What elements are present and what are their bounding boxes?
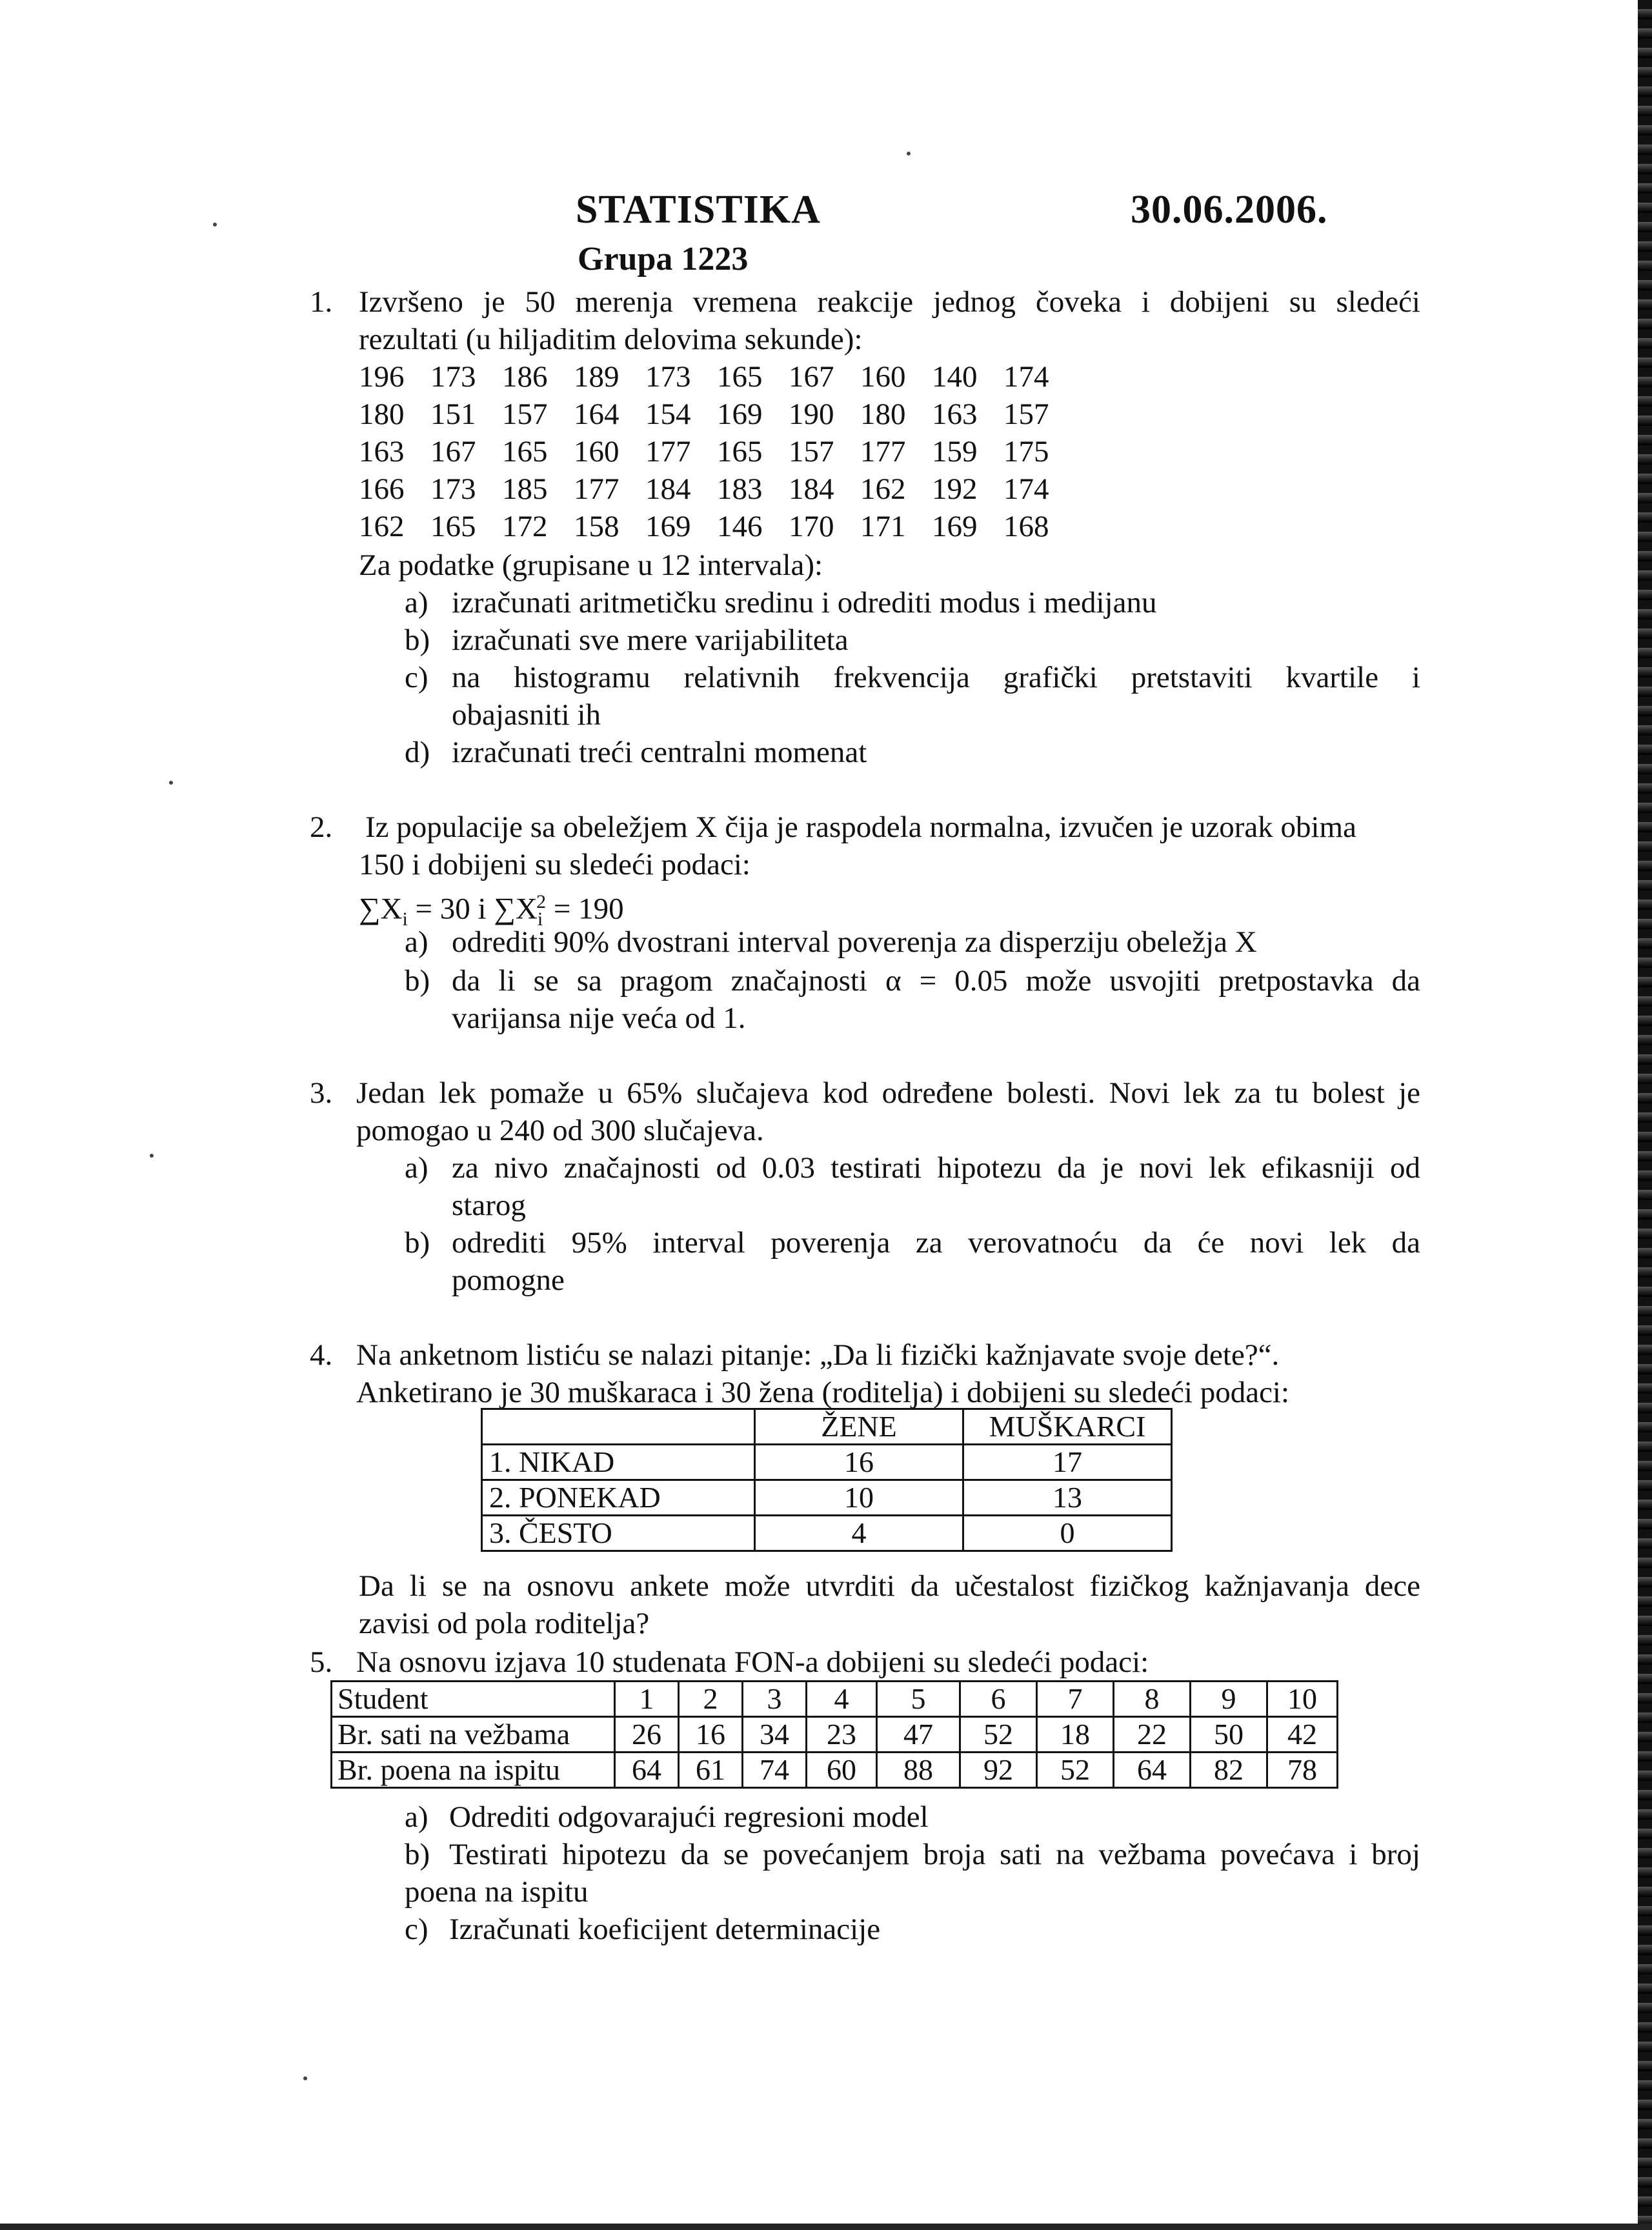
table-row (332, 1682, 1338, 1717)
item-text: na histogramu relativnih frekvencija grafički pretstaviti kvartile i (452, 661, 1420, 694)
question-number: 1. (310, 285, 333, 319)
item-label: d) (405, 736, 430, 769)
question-text: Iz populacije sa obeležjem X čija je raspodela normalna, izvučen je uzorak obima (365, 810, 1356, 844)
question-text: Na osnovu izjava 10 studenata FON-a dobijeni su sledeći podaci: (356, 1645, 1149, 1679)
table-cell: 64 (1114, 1753, 1191, 1788)
table-cell: 50 (1191, 1717, 1267, 1753)
question-number: 3. (310, 1076, 333, 1110)
question-intro: Za podatke (grupisane u 12 intervala): (359, 548, 823, 582)
item-text: Izračunati koeficijent determinacije (449, 1913, 881, 1946)
item-text: odrediti 95% interval poverenja za verovatnoću da će novi lek da (452, 1226, 1420, 1260)
item-text: za nivo značajnosti od 0.03 testirati hipotezu da je novi lek efikasniji od (452, 1151, 1420, 1185)
scan-speck (907, 152, 911, 156)
survey-table (481, 1408, 1173, 1552)
question-text: Na anketnom listiću se nalazi pitanje: „Da li fizički kažnjavate svoje dete?“. (356, 1338, 1280, 1372)
table-cell: Br. sati na vežbama (332, 1717, 615, 1753)
item-label: c) (405, 661, 428, 694)
item-label: a) (405, 1151, 428, 1185)
table-cell: 6 (960, 1682, 1037, 1717)
formula: $\sum X_i = 30$ i $\sum X_i^2 = 190$ (359, 891, 624, 930)
item-label: c) (405, 1913, 428, 1946)
scan-edge-bottom (0, 2224, 1652, 2230)
data-row: 162 165 172 158 169 146 170 171 169 168 (359, 510, 1049, 543)
item-label: b) (405, 623, 430, 657)
table-cell: 34 (743, 1717, 807, 1753)
page-title: STATISTIKA (576, 188, 821, 232)
table-header-row (482, 1409, 1172, 1445)
table-cell: 2. PONEKAD (482, 1480, 755, 1516)
item-label: a) (405, 1800, 428, 1834)
table-row (332, 1717, 1338, 1753)
table-cell: 64 (615, 1753, 679, 1788)
scan-speck (213, 223, 217, 226)
table-cell: 4 (807, 1682, 877, 1717)
table-row (482, 1445, 1172, 1480)
table-cell: 8 (1114, 1682, 1191, 1717)
item-text-cont: varijansa nije veća od 1. (452, 1001, 746, 1035)
data-row: 163 167 165 160 177 165 157 177 159 175 (359, 435, 1049, 468)
question-number: 5. (310, 1645, 333, 1679)
item-label: a) (405, 586, 428, 619)
table-cell: 13 (963, 1480, 1172, 1516)
table-cell: 18 (1037, 1717, 1114, 1753)
table-cell: 78 (1267, 1753, 1338, 1788)
table-row (482, 1480, 1172, 1516)
scan-edge-right (1638, 0, 1652, 2230)
table-cell: 1 (615, 1682, 679, 1717)
table-cell: 52 (1037, 1753, 1114, 1788)
item-text: Testirati hipotezu da se povećanjem broja sati na vežbama povećava i broj (449, 1838, 1420, 1871)
table-cell: 3. ČESTO (482, 1516, 755, 1551)
item-text-cont: poena na ispitu (405, 1875, 589, 1909)
table-cell: 3 (743, 1682, 807, 1717)
table-cell: 7 (1037, 1682, 1114, 1717)
table-cell: 26 (615, 1717, 679, 1753)
table-cell: 82 (1191, 1753, 1267, 1788)
scan-speck (169, 781, 173, 785)
question-number: 4. (310, 1338, 333, 1372)
item-label: b) (405, 1226, 430, 1260)
table-cell: 42 (1267, 1717, 1338, 1753)
table-cell: 4 (755, 1516, 963, 1551)
item-text: odrediti 90% dvostrani interval poverenja za disperziju obeležja X (452, 925, 1257, 959)
item-text: izračunati sve mere varijabiliteta (452, 623, 849, 657)
question-text: zavisi od pola roditelja? (359, 1607, 650, 1640)
scan-speck (150, 1154, 154, 1158)
table-row (332, 1753, 1338, 1788)
data-row: 166 173 185 177 184 183 184 162 192 174 (359, 472, 1049, 506)
item-text: Odrediti odgovarajući regresioni model (449, 1800, 929, 1834)
question-text: Anketirano je 30 muškaraca i 30 žena (roditelja) i dobijeni su sledeći podaci: (356, 1376, 1290, 1409)
table-cell: 16 (755, 1445, 963, 1480)
table-cell: 0 (963, 1516, 1172, 1551)
table-cell: 2 (679, 1682, 743, 1717)
table-header-cell: MUŠKARCI (963, 1409, 1172, 1445)
data-row: 180 151 157 164 154 169 190 180 163 157 (359, 397, 1049, 431)
table-cell (482, 1409, 755, 1445)
table-cell: Student (332, 1682, 615, 1717)
question-text: rezultati (u hiljaditim delovima sekunde): (359, 323, 863, 356)
question-number: 2. (310, 810, 333, 844)
table-header-cell: ŽENE (755, 1409, 963, 1445)
item-label: b) (405, 964, 430, 998)
item-text-cont: pomogne (452, 1263, 565, 1297)
table-cell: 9 (1191, 1682, 1267, 1717)
table-cell: 17 (963, 1445, 1172, 1480)
item-text-cont: obajasniti ih (452, 698, 601, 732)
question-text: pomogao u 240 od 300 slučajeva. (356, 1114, 764, 1147)
table-cell: 74 (743, 1753, 807, 1788)
question-text: 150 i dobijeni su sledeći podaci: (359, 848, 750, 881)
item-label: a) (405, 925, 428, 959)
item-text: izračunati aritmetičku sredinu i odrediti modus i medijanu (452, 586, 1157, 619)
table-cell: Br. poena na ispitu (332, 1753, 615, 1788)
question-text: Da li se na osnovu ankete može utvrditi da učestalost fizičkog kažnjavanja dece (359, 1569, 1420, 1603)
scan-speck (303, 2076, 307, 2080)
table-cell: 52 (960, 1717, 1037, 1753)
table-cell: 1. NIKAD (482, 1445, 755, 1480)
table-cell: 92 (960, 1753, 1037, 1788)
item-text: da li se sa pragom značajnosti α = 0.05 može usvojiti pretpostavka da (452, 964, 1420, 998)
item-text: izračunati treći centralni momenat (452, 736, 867, 769)
table-cell: 22 (1114, 1717, 1191, 1753)
table-cell: 16 (679, 1717, 743, 1753)
exam-date: 30.06.2006. (1131, 188, 1328, 232)
table-cell: 5 (877, 1682, 960, 1717)
student-table (330, 1680, 1338, 1789)
table-cell: 10 (755, 1480, 963, 1516)
question-text: Jedan lek pomaže u 65% slučajeva kod određene bolesti. Novi lek za tu bolest je (356, 1076, 1420, 1110)
table-cell: 10 (1267, 1682, 1338, 1717)
table-cell: 61 (679, 1753, 743, 1788)
table-cell: 47 (877, 1717, 960, 1753)
table-cell: 88 (877, 1753, 960, 1788)
table-cell: 60 (807, 1753, 877, 1788)
data-row: 196 173 186 189 173 165 167 160 140 174 (359, 360, 1049, 394)
item-text-cont: starog (452, 1189, 526, 1222)
table-row (482, 1516, 1172, 1551)
item-label: b) (405, 1838, 430, 1871)
question-text: Izvršeno je 50 merenja vremena reakcije jednog čoveka i dobijeni su sledeći (359, 285, 1420, 319)
table-cell: 23 (807, 1717, 877, 1753)
group-label: Grupa 1223 (578, 241, 749, 277)
